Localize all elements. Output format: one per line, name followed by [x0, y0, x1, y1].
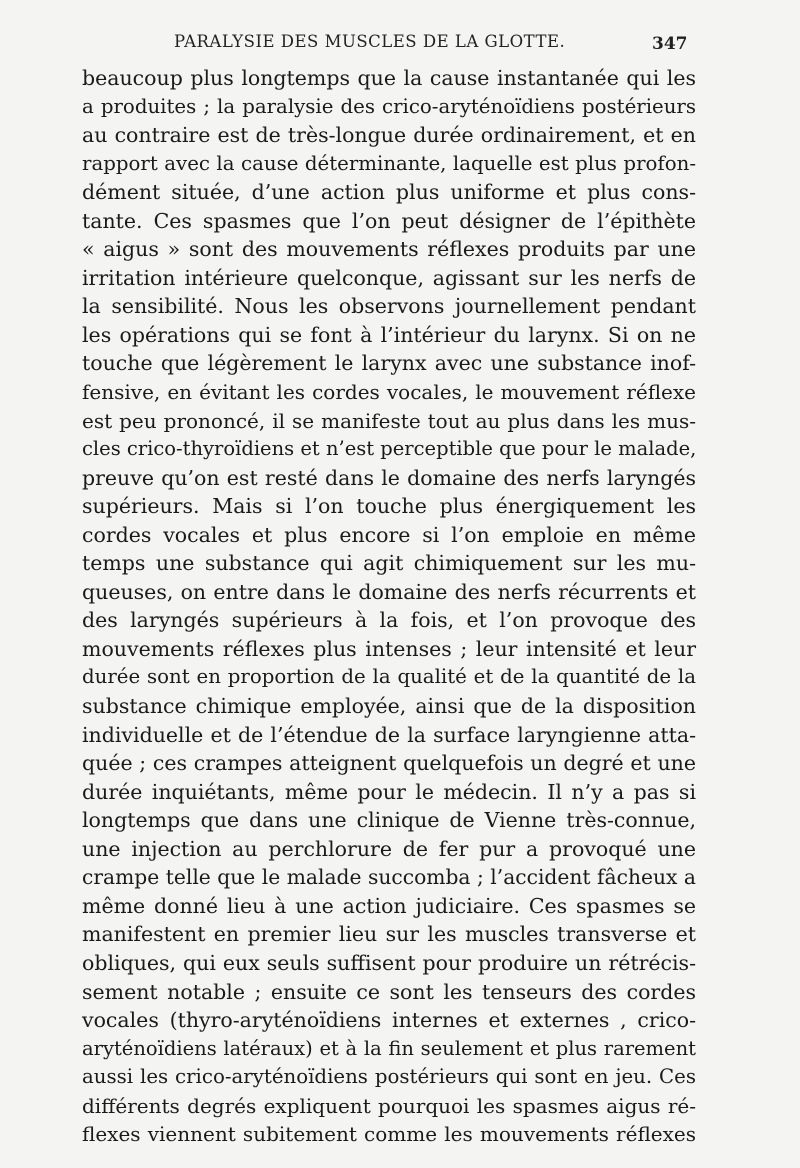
text-line: aussi les crico-aryténoïdiens postérieurs qui sont en jeu. Ces	[82, 1065, 696, 1089]
text-line: supérieurs. Mais si l’on touche plus énergiquement les	[82, 494, 696, 519]
text-line: vocales (thyro-aryténoïdiens internes et externes , crico-	[82, 1008, 696, 1033]
text-line: tante. Ces spasmes que l’on peut désigner de l’épithète	[82, 208, 696, 233]
text-line: irritation intérieure quelconque, agissant sur les nerfs de	[82, 265, 696, 290]
text-line: cordes vocales et plus encore si l’on emploie en même	[82, 522, 696, 547]
text-line: même donné lieu à une action judiciaire. Ces spasmes se	[82, 893, 696, 918]
text-line: a produites ; la paralysie des crico-aryténoïdiens postérieurs	[82, 94, 696, 118]
body-text	[82, 64, 696, 1149]
running-head	[0, 32, 800, 56]
text-line: aryténoïdiens latéraux) et à la fin seulement et plus rarement	[82, 1036, 696, 1060]
text-line: substance chimique employée, ainsi que de la disposition	[82, 694, 696, 719]
text-line: quée ; ces crampes atteignent quelquefois un degré et une	[82, 751, 696, 776]
text-line: flexes viennent subitement comme les mouvements réflexes	[82, 1122, 696, 1147]
text-line: au contraire est de très-longue durée ordinairement, et en	[82, 123, 696, 148]
text-line: queuses, on entre dans le domaine des nerfs récurrents et	[82, 579, 696, 604]
text-line: la sensibilité. Nous les observons journellement pendant	[82, 294, 696, 319]
text-line: est peu prononcé, il se manifeste tout au plus dans les mus-	[82, 408, 696, 433]
text-line: mouvements réflexes plus intenses ; leur intensité et leur	[82, 636, 696, 661]
text-line: sement notable ; ensuite ce sont les tenseurs des cordes	[82, 979, 696, 1004]
page-number: 347	[652, 34, 688, 54]
text-line: dément située, d’une action plus uniforme et plus cons-	[82, 180, 696, 205]
text-line: individuelle et de l’étendue de la surface laryngienne atta-	[82, 722, 696, 747]
text-line: durée inquiétants, même pour le médecin. Il n’y a pas si	[82, 779, 696, 804]
text-line: des laryngés supérieurs à la fois, et l’on provoque des	[82, 608, 696, 633]
text-line: beaucoup plus longtemps que la cause instantanée qui les	[82, 66, 696, 90]
text-line: « aigus » sont des mouvements réflexes produits par une	[82, 237, 696, 262]
text-line: cles crico-thyroïdiens et n’est perceptible que pour le malade,	[82, 437, 697, 461]
text-line: obliques, qui eux seuls suffisent pour produire un rétrécis-	[82, 950, 696, 975]
text-line: crampe telle que le malade succomba ; l’accident fâcheux a	[82, 865, 696, 890]
text-line: rapport avec la cause déterminante, laquelle est plus profon-	[82, 151, 696, 175]
text-line: une injection au perchlorure de fer pur a provoqué une	[82, 836, 696, 861]
text-line: temps une substance qui agit chimiquement sur les mu-	[82, 551, 696, 576]
text-line: longtemps que dans une clinique de Vienne très-connue,	[82, 808, 696, 833]
text-line: différents degrés expliquent pourquoi les spasmes aigus ré-	[82, 1093, 696, 1118]
text-line: preuve qu’on est resté dans le domaine des nerfs laryngés	[82, 465, 696, 490]
text-line: les opérations qui se font à l’intérieur du larynx. Si on ne	[82, 322, 696, 347]
text-line: fensive, en évitant les cordes vocales, le mouvement réflexe	[82, 380, 696, 405]
text-line: manifestent en premier lieu sur les muscles transverse et	[82, 922, 696, 947]
running-title: PARALYSIE DES MUSCLES DE LA GLOTTE.	[174, 32, 566, 51]
text-line: touche que légèrement le larynx avec une substance inof-	[82, 351, 696, 376]
text-line: durée sont en proportion de la qualité et de la quantité de la	[82, 665, 696, 689]
